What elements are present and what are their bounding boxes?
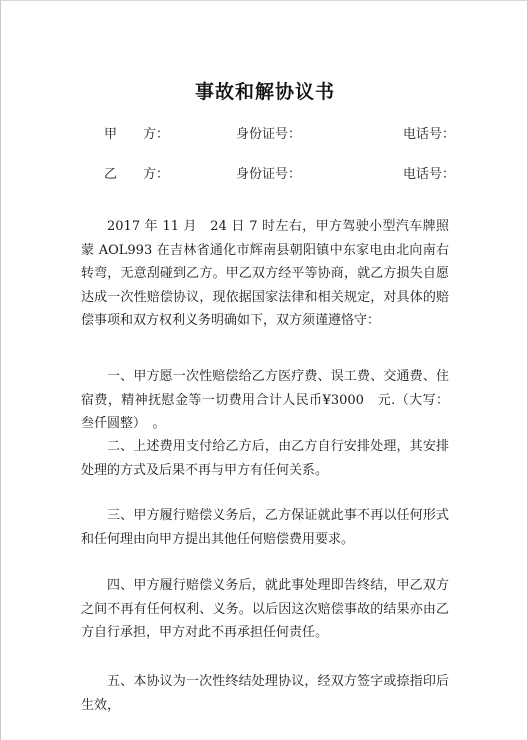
party-a-label: 甲 方： bbox=[104, 127, 170, 142]
party-a-phone-label: 电话号： bbox=[403, 127, 456, 142]
paragraph-clause-2: 二、上述费用支付给乙方后，由乙方自行安排处理，其安排处理的方式及后果不再与甲方有任何关系。 bbox=[81, 439, 449, 478]
paragraph-clause-3: 三、甲方履行赔偿义务后，乙方保证就此事不再以任何形式和任何理由向甲方提出其他任何赔偿费用要求。 bbox=[81, 508, 449, 547]
party-b-row bbox=[1, 163, 528, 183]
paragraph-clause-5: 五、本协议为一次性终结处理协议，经双方签字或捺指印后生效， bbox=[81, 674, 449, 713]
paragraph-clause-4: 四、甲方履行赔偿义务后，就此事处理即告终结，甲乙双方之间不再有任何权利、义务。以后因这次赔偿事故的结果亦由乙方自行承担，甲方对此不再承担任何责任。 bbox=[81, 578, 449, 640]
party-b-id-label: 身份证号： bbox=[236, 167, 302, 182]
party-b-label: 乙 方： bbox=[104, 167, 170, 182]
party-a-id-label: 身份证号： bbox=[236, 127, 302, 142]
party-b-phone-label: 电话号： bbox=[403, 167, 456, 182]
paragraph-intro: 2017 年 11 月 24 日 7 时左右，甲方驾驶小型汽车牌照蒙 AOL993 在吉林省通化市辉南县朝阳镇中东家电由北向南右转弯，无意刮碰到乙方。甲乙双方经平等协商，就乙方损失自愿达成一次性赔偿协议，现依据国家法律和相关规定，对具体的赔偿事项和双方权利义务明确如下，双方须谨遵恪守： bbox=[81, 219, 449, 328]
paragraph-clause-1: 一、甲方愿一次性赔偿给乙方医疗费、误工费、交通费、住宿费，精神抚慰金等一切费用合计人民币¥3000 元.（大写：叁仟圆整） 。 bbox=[81, 369, 449, 431]
document-title: 事故和解协议书 bbox=[194, 81, 335, 103]
party-a-row bbox=[1, 123, 528, 143]
